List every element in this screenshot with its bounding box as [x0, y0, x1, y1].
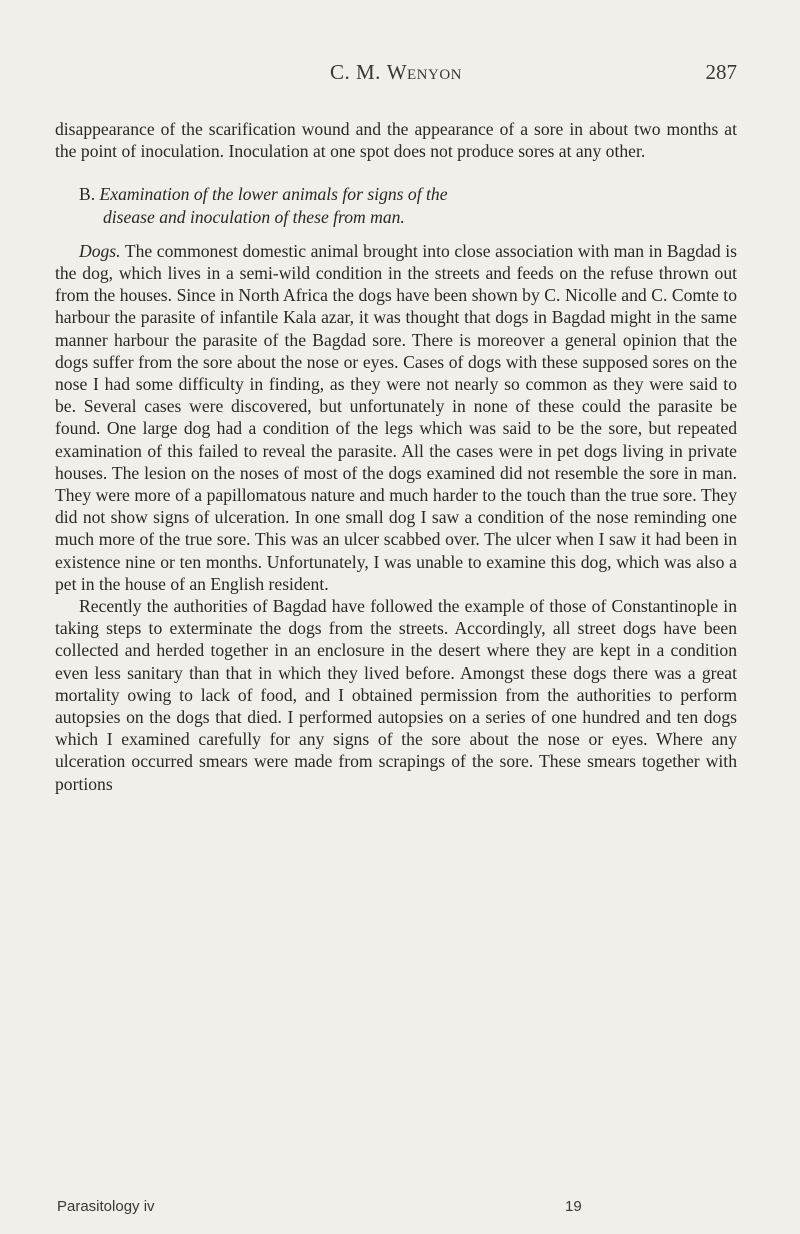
paragraph-dogs — [55, 240, 737, 595]
paragraph-continuation: disappearance of the scarification wound and the appearance of a sore in about two months at the point of inoculation. Inoculation at one spot does not produce sores at any other. — [55, 119, 737, 162]
paragraph-autopsies: Recently the authorities of Bagdad have followed the example of those of Constantinople in taking steps to exterminate the dogs from the streets. Accordingly, all street dogs have been collected and herded together in an enclosure in the desert where they are kept in a condition even less sanitary than that in which they lived before. Amongst these dogs there was a great mortality owing to lack of food, and I obtained permission from the authorities to perform autopsies on the dogs that died. I performed autopsies on a series of one hundred and ten dogs which I examined carefully for any signs of the sore about the nose or eyes. Where any ulceration occurred smears were made from scrapings of the sore. These smears together with portions — [55, 596, 737, 794]
section-title-line2: disease and inoculation of these from man. — [103, 206, 405, 227]
author-initial: C. — [329, 60, 351, 84]
document-page — [55, 60, 737, 1220]
running-head — [55, 60, 737, 90]
body-text — [55, 118, 737, 795]
section-label: B. — [79, 184, 96, 205]
author-middle: M. — [356, 60, 381, 84]
paragraph-dogs-text: The commonest domestic animal brought into close association with man in Bagdad is the dog, which lives in a semi-wild condition in the streets and feeds on the refuse thrown out from the houses. Since in North Africa the dogs have been shown by C. Nicolle and C. Comte to harbour the parasite of infantile Kala azar, it was thought that dogs in Bagdad might in the same manner harbour the parasite of the Bagdad sore. There is moreover a general opinion that the dogs suffer from the sore about the nose or eyes. Cases of dogs with these supposed sores on the nose I had some difficulty in finding, as they were not nearly so common as they were said to be. Several cases were discovered, but unfortunately in none of these could the parasite be found. One large dog had a condition of the legs which was said to be the sore, but repeated examination of this failed to reveal the parasite. All the cases were in pet dogs living in private houses. The lesion on the noses of most of the dogs examined did not resemble the sore in man. They were more of a papillomatous nature and much harder to the touch than the true sore. They did not show signs of ulceration. In one small dog I saw a condition of the nose reminding one much more of the true sore. This was an ulcer scabbed over. The ulcer when I saw it had been in existence nine or ten months. Unfortunately, I was unable to examine this dog, which was also a pet in the house of an English resident. — [55, 240, 737, 594]
section-title-line1: Examination of the lower animals for signs of the — [99, 184, 448, 205]
page-footer — [55, 1198, 737, 1220]
author-name — [55, 60, 737, 85]
author-surname: Wenyon — [386, 60, 463, 84]
run-in-heading: Dogs. — [79, 240, 121, 261]
signature-mark: 19 — [565, 1198, 582, 1215]
section-heading — [55, 183, 737, 227]
journal-name: Parasitology iv — [57, 1198, 155, 1215]
page-number: 287 — [705, 60, 737, 84]
